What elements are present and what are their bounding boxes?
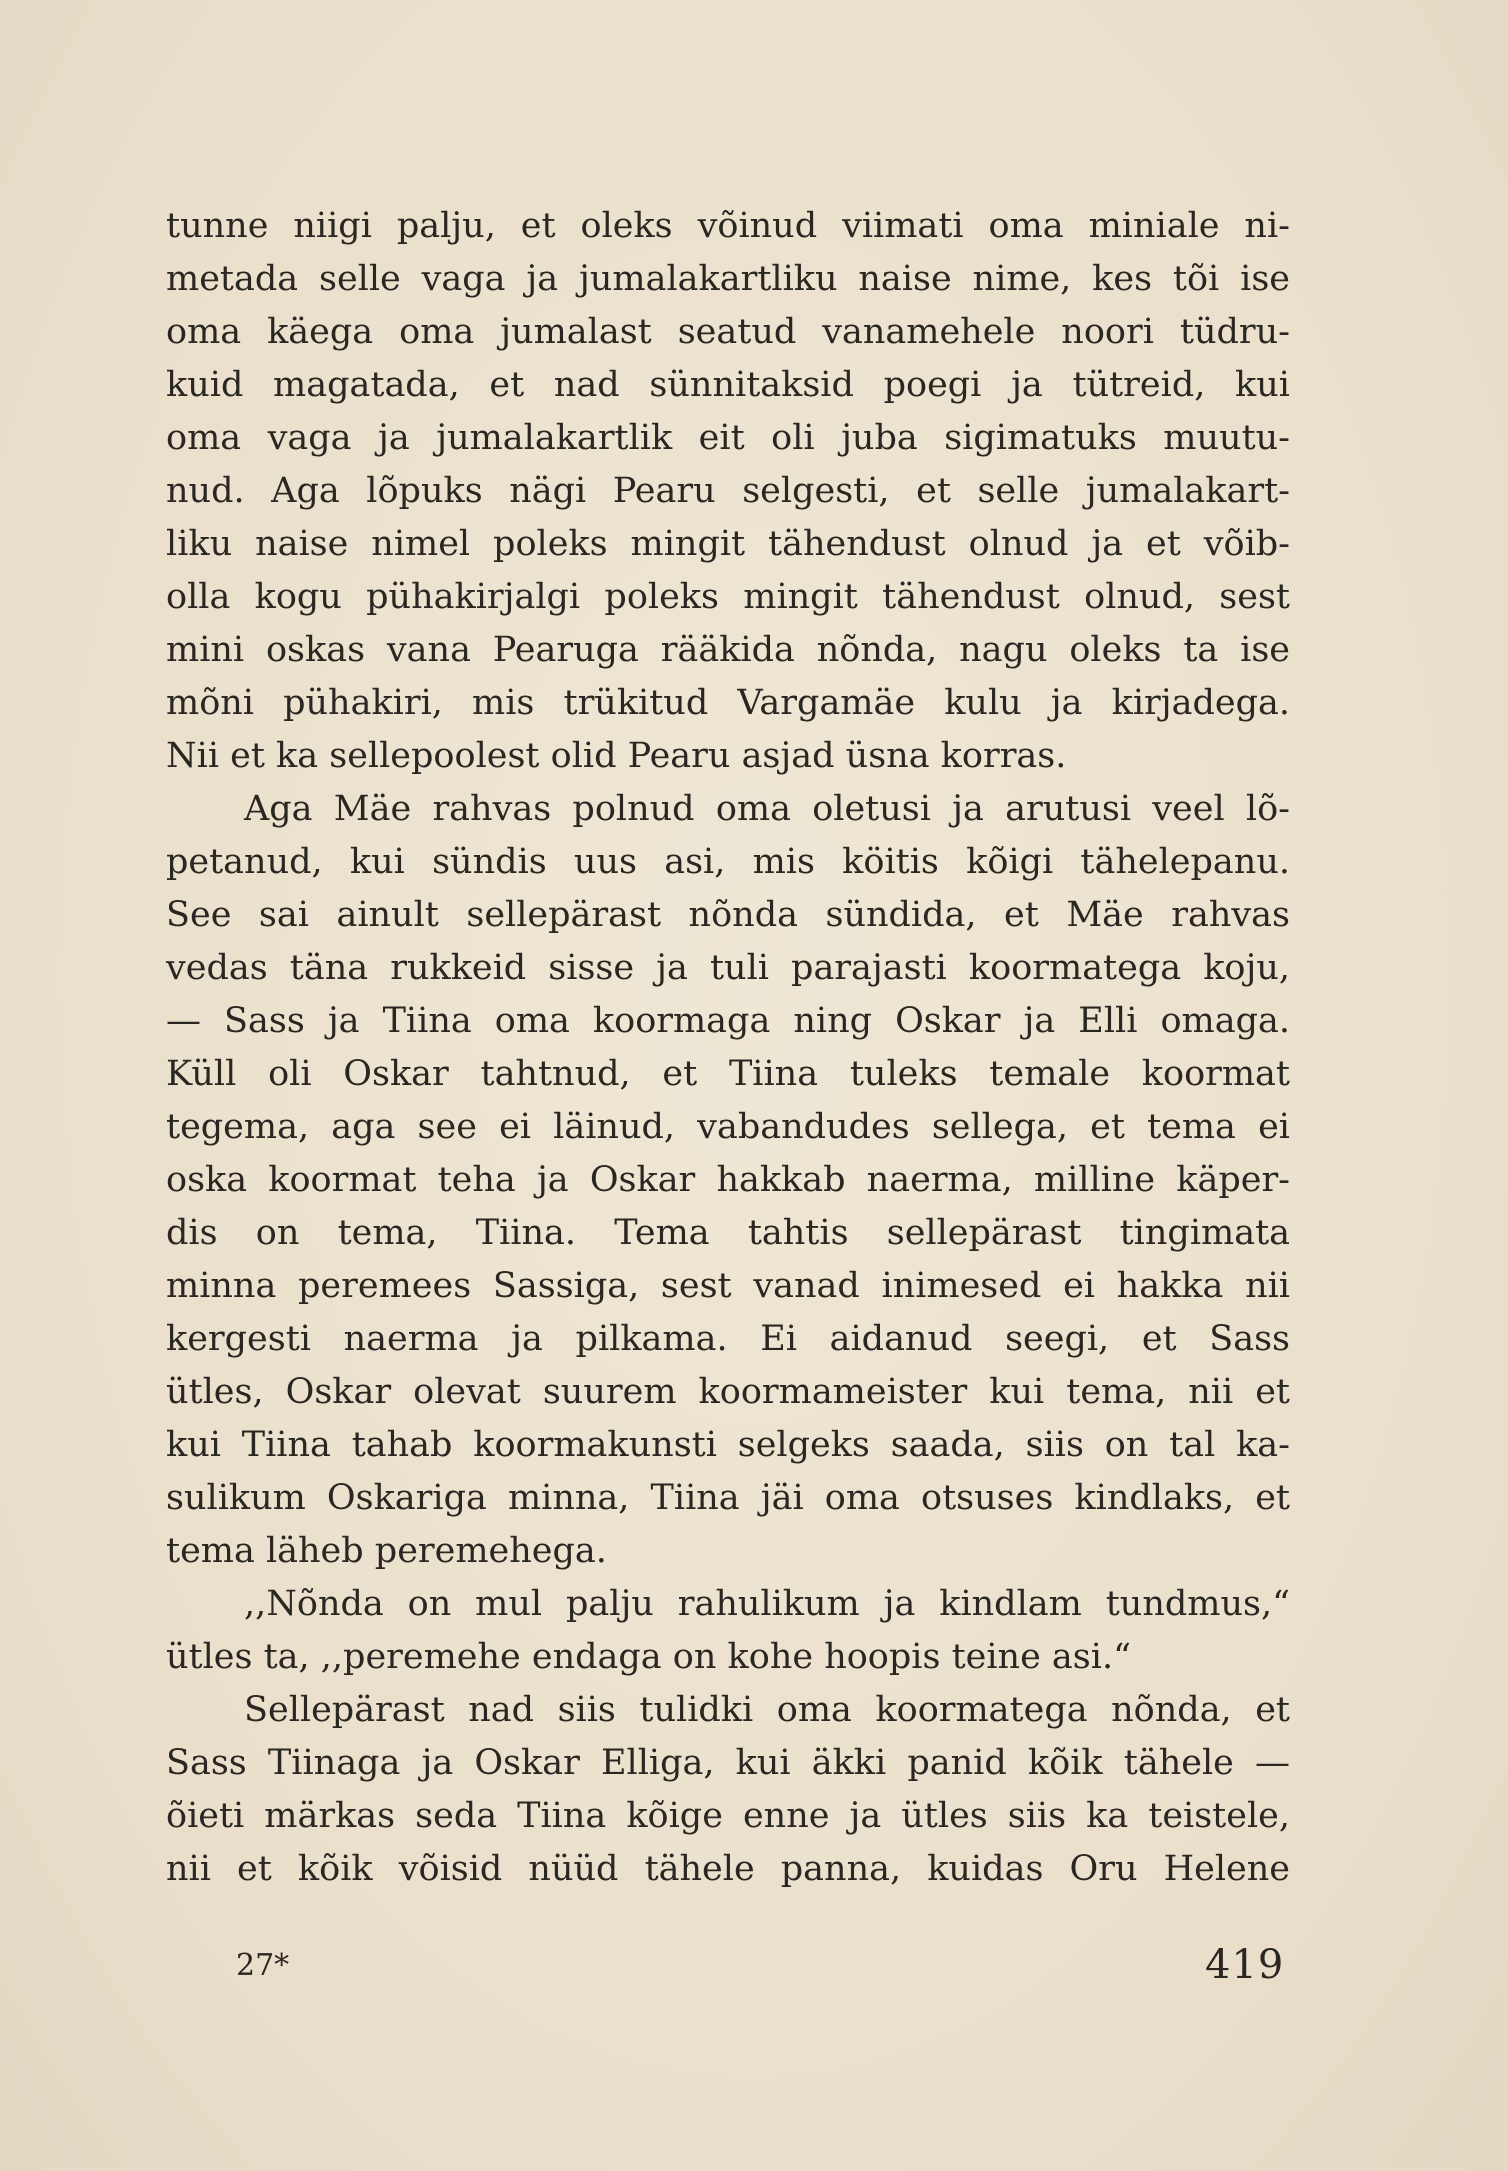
text-line: — Sass ja Tiina oma koormaga ning Oskar ja Elli omaga. (166, 1001, 1290, 1041)
paragraph-start: ,,Nõnda on mul palju rahulikum ja kindlam tundmus,“ (244, 1584, 1290, 1624)
text-line: tegema, aga see ei läinud, vabandudes sellega, et tema ei (166, 1107, 1290, 1147)
text-line: tunne niigi palju, et oleks võinud viimati oma miniale ni- (166, 206, 1290, 246)
text-line: mõni pühakiri, mis trükitud Vargamäe kulu ja kirjadega. (166, 683, 1290, 723)
text-line: liku naise nimel poleks mingit tähendust olnud ja et võib- (166, 524, 1290, 564)
text-line: olla kogu pühakirjalgi poleks mingit tähendust olnud, sest (166, 577, 1290, 617)
text-line: Küll oli Oskar tahtnud, et Tiina tuleks temale koormat (166, 1054, 1290, 1094)
text-line: oma käega oma jumalast seatud vanamehele noori tüdru- (166, 312, 1290, 352)
text-line: nii et kõik võisid nüüd tähele panna, kuidas Oru Helene (166, 1849, 1290, 1889)
text-line: oma vaga ja jumalakartlik eit oli juba sigimatuks muutu- (166, 418, 1290, 458)
body-text (166, 200, 1290, 1896)
text-line: kuid magatada, et nad sünnitaksid poegi ja tütreid, kui (166, 365, 1290, 405)
text-line: ütles ta, ,,peremehe endaga on kohe hoopis teine asi.“ (166, 1637, 1131, 1677)
text-line: Nii et ka sellepoolest olid Pearu asjad üsna korras. (166, 736, 1067, 776)
text-line: Sass Tiinaga ja Oskar Elliga, kui äkki panid kõik tähele — (166, 1743, 1290, 1783)
text-line: sulikum Oskariga minna, Tiina jäi oma otsuses kindlaks, et (166, 1478, 1290, 1518)
text-line: vedas täna rukkeid sisse ja tuli parajasti koormatega koju, (166, 948, 1290, 988)
text-line: See sai ainult sellepärast nõnda sündida, et Mäe rahvas (166, 895, 1290, 935)
text-line: metada selle vaga ja jumalakartliku naise nime, kes tõi ise (166, 259, 1290, 299)
text-line: dis on tema, Tiina. Tema tahtis sellepärast tingimata (166, 1213, 1290, 1253)
text-line: kergesti naerma ja pilkama. Ei aidanud seegi, et Sass (166, 1319, 1290, 1359)
printer-signature-mark: 27* (236, 1948, 290, 1983)
text-line: petanud, kui sündis uus asi, mis köitis kõigi tähelepanu. (166, 842, 1290, 882)
paragraph-start: Sellepärast nad siis tulidki oma koormatega nõnda, et (244, 1690, 1290, 1730)
text-line: minna peremees Sassiga, sest vanad inimesed ei hakka nii (166, 1266, 1290, 1306)
text-line: mini oskas vana Pearuga rääkida nõnda, nagu oleks ta ise (166, 630, 1290, 670)
text-line: kui Tiina tahab koormakunsti selgeks saada, siis on tal ka- (166, 1425, 1290, 1465)
paragraph-start: Aga Mäe rahvas polnud oma oletusi ja arutusi veel lõ- (244, 789, 1290, 829)
page-number: 419 (1205, 1942, 1285, 1988)
text-line: nud. Aga lõpuks nägi Pearu selgesti, et selle jumalakart- (166, 471, 1290, 511)
text-line: tema läheb peremehega. (166, 1531, 607, 1571)
text-line: oska koormat teha ja Oskar hakkab naerma, milline käper- (166, 1160, 1290, 1200)
text-line: õieti märkas seda Tiina kõige enne ja ütles siis ka teistele, (166, 1796, 1290, 1836)
text-line: ütles, Oskar olevat suurem koormameister kui tema, nii et (166, 1372, 1290, 1412)
